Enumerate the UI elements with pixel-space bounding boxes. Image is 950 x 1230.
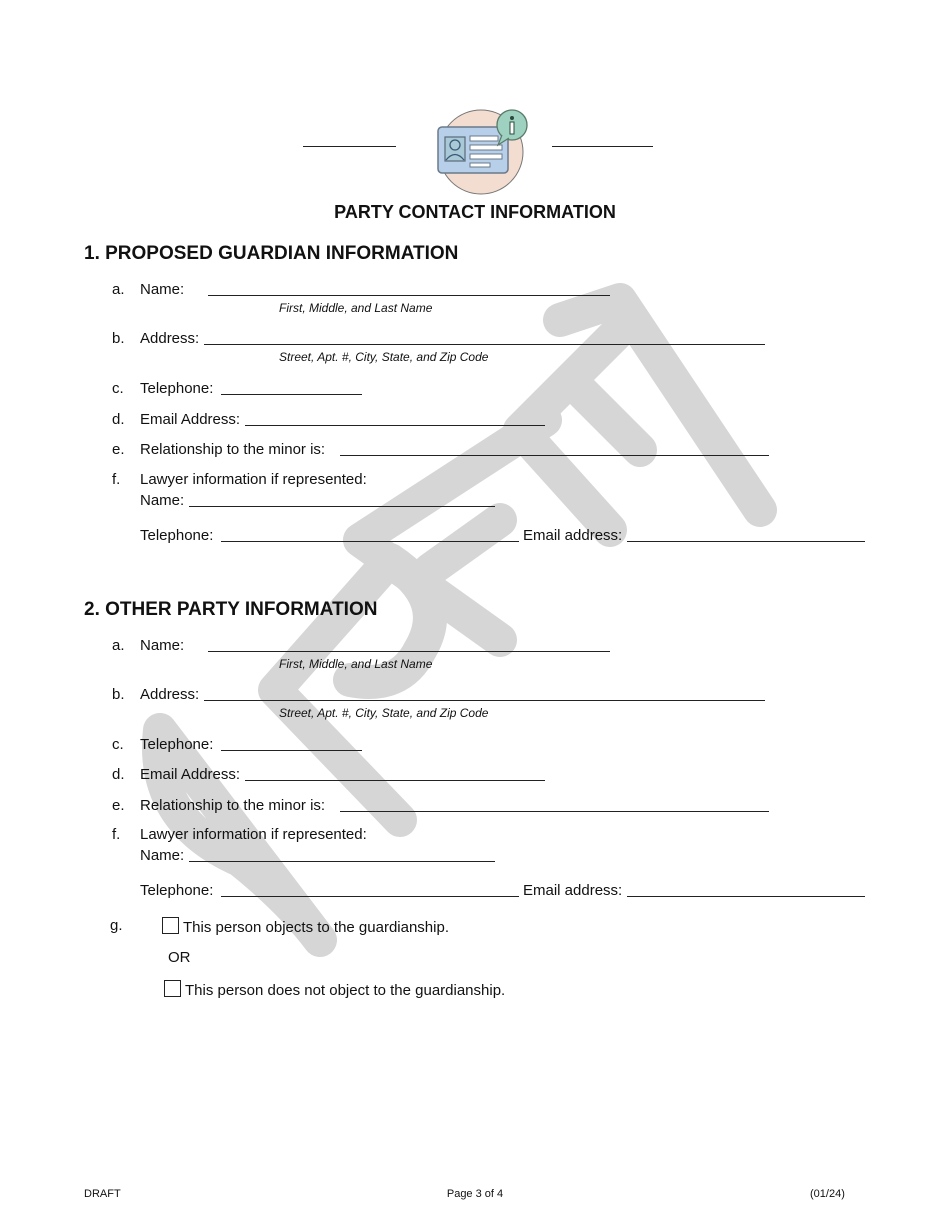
s2-lawyer-label: Lawyer information if represented: [140,826,367,843]
s1-name-hint: First, Middle, and Last Name [279,301,433,315]
s1-b-letter: b. [112,330,125,347]
footer-draft: DRAFT [84,1188,121,1200]
s2-d-letter: d. [112,766,125,783]
not-object-label: This person does not object to the guardianship. [185,982,506,999]
s2-name-field[interactable] [208,637,610,652]
s2-b-letter: b. [112,686,125,703]
s1-lawyer-phone-field[interactable] [221,527,519,542]
s1-lawyer-email-field[interactable] [627,527,865,542]
s2-c-letter: c. [112,736,124,753]
s1-c-letter: c. [112,380,124,397]
not-object-checkbox[interactable] [164,980,181,997]
s1-telephone-label: Telephone: [140,380,214,397]
s1-relationship-field[interactable] [340,441,769,456]
s2-g-letter: g. [110,917,123,934]
objects-label: This person objects to the guardianship. [183,919,449,936]
or-text: OR [168,949,191,966]
s2-telephone-label: Telephone: [140,736,214,753]
s2-email-label: Email Address: [140,766,241,783]
s1-email-label: Email Address: [140,411,241,428]
s2-address-label: Address: [140,686,200,703]
s2-f-letter: f. [112,826,121,843]
objects-option[interactable] [162,917,449,936]
s1-lawyer-phone-label: Telephone: [140,527,214,544]
header-line-left [303,132,396,147]
s2-name-label: Name: [140,637,185,654]
s1-name-label: Name: [140,281,185,298]
section1-heading: 1. PROPOSED GUARDIAN INFORMATION [84,243,459,264]
page-title: PARTY CONTACT INFORMATION [334,202,616,222]
objects-checkbox[interactable] [162,917,179,934]
footer-version: (01/24) [810,1188,845,1200]
s2-address-field[interactable] [204,686,765,701]
s2-relationship-label: Relationship to the minor is: [140,797,326,814]
s2-lawyer-phone-field[interactable] [221,882,519,897]
s1-d-letter: d. [112,411,125,428]
s1-f-letter: f. [112,471,121,488]
footer-page-number: Page 3 of 4 [446,1188,504,1200]
s2-relationship-field[interactable] [340,797,769,812]
header-line-right [552,132,653,147]
s2-lawyer-email-label: Email address: [523,882,623,899]
s1-address-field[interactable] [204,330,765,345]
s1-lawyer-email-label: Email address: [523,527,623,544]
s2-e-letter: e. [112,797,125,814]
s2-name-hint: First, Middle, and Last Name [279,657,433,671]
id-card-info-icon [430,105,535,195]
s1-address-label: Address: [140,330,200,347]
s2-lawyer-name-label: Name: [140,847,185,864]
s2-lawyer-email-field[interactable] [627,882,865,897]
s2-lawyer-phone-label: Telephone: [140,882,214,899]
s1-telephone-field[interactable] [221,380,362,395]
s2-lawyer-name-field[interactable] [189,847,495,862]
section2-heading: 2. OTHER PARTY INFORMATION [84,599,378,620]
s2-a-letter: a. [112,637,125,654]
s1-email-field[interactable] [245,411,545,426]
s1-name-field[interactable] [208,281,610,296]
s1-lawyer-name-field[interactable] [189,492,495,507]
s1-address-hint: Street, Apt. #, City, State, and Zip Code [279,350,489,364]
s2-telephone-field[interactable] [221,736,362,751]
s2-email-field[interactable] [245,766,545,781]
s1-e-letter: e. [112,441,125,458]
s1-lawyer-name-label: Name: [140,492,185,509]
s1-a-letter: a. [112,281,125,298]
not-object-option[interactable] [164,980,505,999]
s2-address-hint: Street, Apt. #, City, State, and Zip Code [279,706,489,720]
s1-lawyer-label: Lawyer information if represented: [140,471,367,488]
s1-relationship-label: Relationship to the minor is: [140,441,326,458]
